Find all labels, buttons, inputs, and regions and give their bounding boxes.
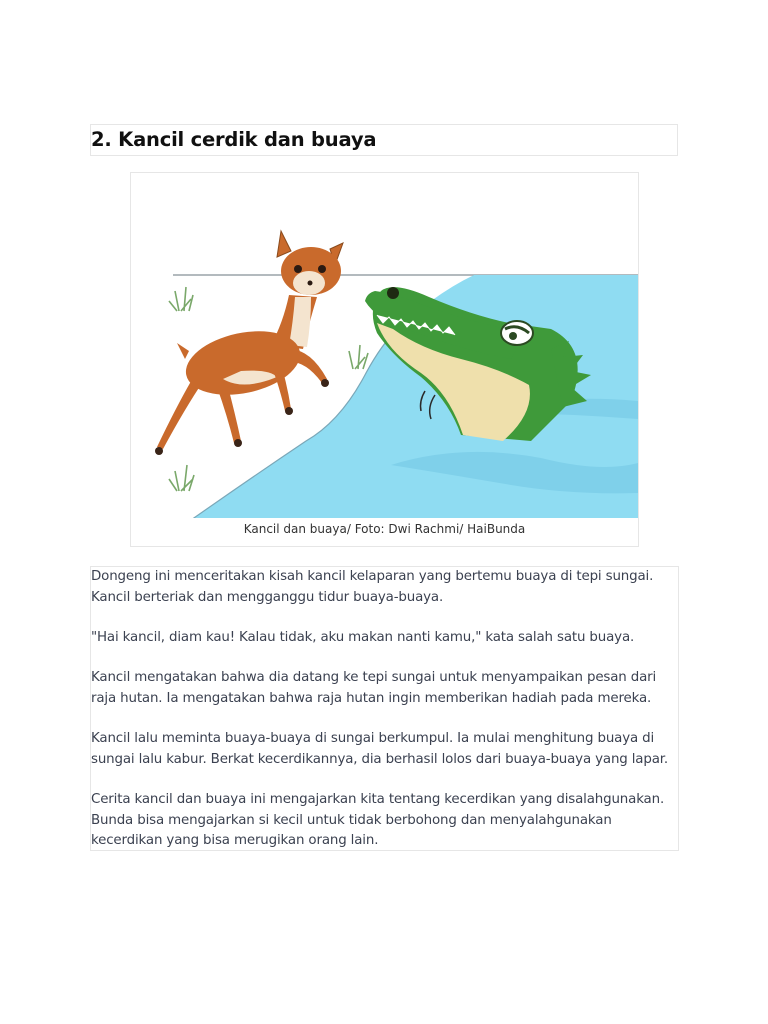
line: kecerdikan yang bisa merugikan orang lain. [91, 833, 379, 848]
line: Kancil berteriak dan mengganggu tidur buaya-buaya. [91, 589, 444, 605]
line: Dongeng ini menceritakan kisah kancil kelaparan yang bertemu buaya di tepi sungai. [91, 569, 654, 584]
line: Kancil lalu meminta buaya-buaya di sungai berkumpul. Ia mulai menghitung buaya di [91, 731, 655, 746]
grass-tuft [169, 465, 194, 491]
paragraph-3 [91, 668, 656, 709]
kancil-deer [155, 231, 343, 455]
line: "Hai kancil, diam kau! Kalau tidak, aku makan nanti kamu," kata salah satu buaya. [91, 630, 635, 645]
paragraph-2 [91, 628, 634, 649]
paragraph-4 [91, 729, 668, 770]
line: Cerita kancil dan buaya ini mengajarkan kita tentang kecerdikan yang disalahgunakan. [91, 792, 665, 807]
grass-tuft [169, 287, 193, 311]
kancil-crocodile-illustration [131, 173, 638, 518]
line: Bunda bisa mengajarkan si kecil untuk tidak berbohong dan menyalahgunakan [91, 812, 612, 828]
heading-box [90, 124, 678, 156]
line: raja hutan. Ia mengatakan bahwa raja hutan ingin memberikan hadiah pada mereka. [91, 690, 652, 706]
line: Kancil mengatakan bahwa dia datang ke tepi sungai untuk menyampaikan pesan dari [91, 670, 657, 685]
figure [130, 172, 639, 547]
line: sungai lalu kabur. Berkat kecerdikannya, dia berhasil lolos dari buaya-buaya yang lapar. [91, 751, 669, 767]
paragraph-1 [91, 567, 653, 608]
figure-caption: Kancil dan buaya/ Foto: Dwi Rachmi/ HaiBunda [243, 522, 526, 536]
story-text [90, 566, 679, 851]
paragraph-5 [91, 790, 664, 852]
grass-tuft [349, 345, 368, 369]
story-heading: 2. Kancil cerdik dan buaya [91, 128, 377, 151]
